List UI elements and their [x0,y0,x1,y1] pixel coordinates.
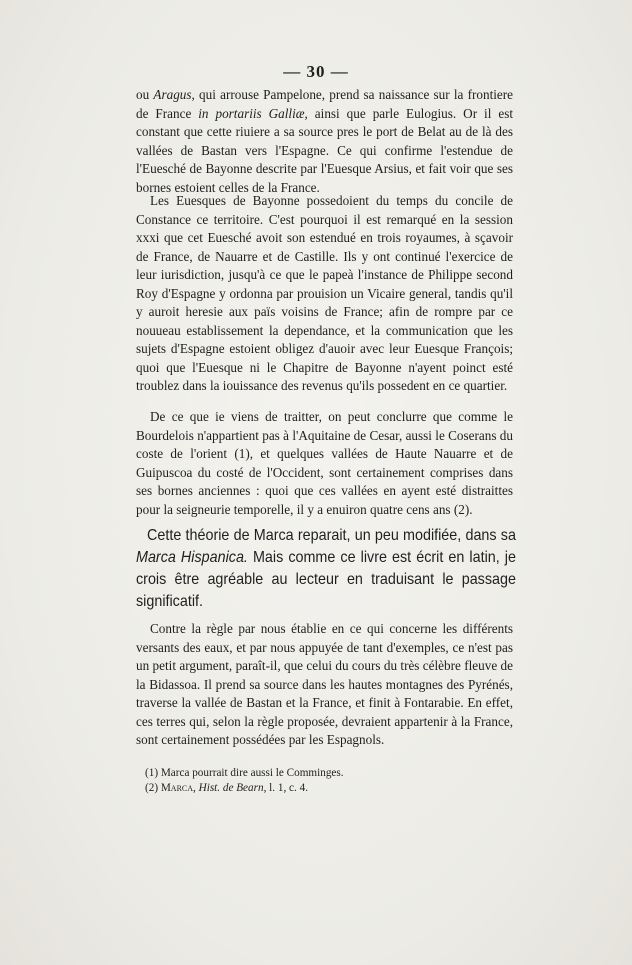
italic-title-marca-hispanica: Marca Hispanica. [136,549,248,566]
footnote-marker: (2) [145,782,161,794]
quote-paragraph-1 [136,86,513,197]
text-run: ou [136,87,154,102]
paragraph-text: De ce que ie viens de traitter, on peut conclurre que comme le Bourdelois n'appartient pas à l'Aquitaine de Cesar, aussi le Coserans du coste de l'orient (1), et quelques vallées de Haute Nauarre et de Guipuscoa du costé de l'Occident, sont certainement comprises dans ses bornes anciennes : quoi que ces vallées en ayent esté distraittes pour la seigneurie temporelle, il y a enuiron quatre cens ans (2). [136,409,513,517]
text-run: ainsi que parle Eulogius. Or il est constant que cette riuiere a sa source pres le port de Belat au de là des vallées de Bastan vers l'Espagne. Ce qui confirme l'estendue de l'Euesché de Bayonne descrite par l'Euesque Arsius, et fait voir que ses bornes estoient celles de la France. [136,105,513,195]
text-run: , l. 1, c. 4. [263,782,309,794]
quote-paragraph-3 [136,408,513,519]
italic-term-aragus: Aragus, [153,87,195,102]
footnote-title: Hist. de Bearn [198,782,264,794]
footnotes [145,766,505,796]
page-number: — 30 — [283,62,349,81]
translation-paragraph [136,620,513,750]
paragraph-text: Contre la règle par nous établie en ce qui concerne les différents versants des eaux, et par nous appuyée de tant d'exemples, ce n'est pas un petit argument, paraît-il, que celui du cours du très célèbre fleuve de la Bidassoa. Il prend sa source dans les hautes montagnes des Pyrénés, traverse la vallée de Bastan et la France, et finit à Fontarabie. En effet, ces terres qui, selon la règle proposée, devraient appartenir à la France, sont certainement possédées par les Espagnols. [136,621,513,747]
paragraph-text: Les Euesques de Bayonne possedoient du temps du concile de Constance ce territoire. C'est pourquoi il est remarqué en la session xxxi que cet Euesché avoit son estendué en trois royaumes, à sçavoir de France, de Nauarre et de Castille. Ils y ont continué l'exercice de leur iurisdiction, jusqu'à ce que le papeà l'instance de Philippe second Roy d'Espagne y ordonna par prouision un Vicaire general, tandis qu'il y auroit heresie aux païs voisins de France; afin de rompre par ce nouueau establissement la dependance, et la communication que les sujets d'Espagne estoient obligez d'auoir avec leur Euesque François; quoi que l'Euesque ni le Chapitre de Bayonne n'ayent poinct esté troublez dans la iouissance des revenus qu'ils possedent en ce quartier. [136,193,513,393]
text-run: qui arrouse Pampelone, prend sa naissance sur la frontiere de France [136,87,514,121]
italic-term-in-portariis: in portariis Galliæ, [198,105,308,121]
footnote-2 [145,781,505,796]
footnote-1: (1) Marca pourrait dire aussi le Comminges. [145,767,344,779]
footnote-author: Marca [160,782,194,794]
commentary-paragraph [136,525,516,613]
text-run: Mais comme ce livre est écrit en latin, je crois être agréable au lecteur en traduisant le passage significatif. [136,549,516,610]
quote-paragraph-2 [136,192,513,396]
text-run: Cette théorie de Marca reparait, un peu modifiée, dans sa [147,527,516,544]
text-run: , [193,782,199,794]
